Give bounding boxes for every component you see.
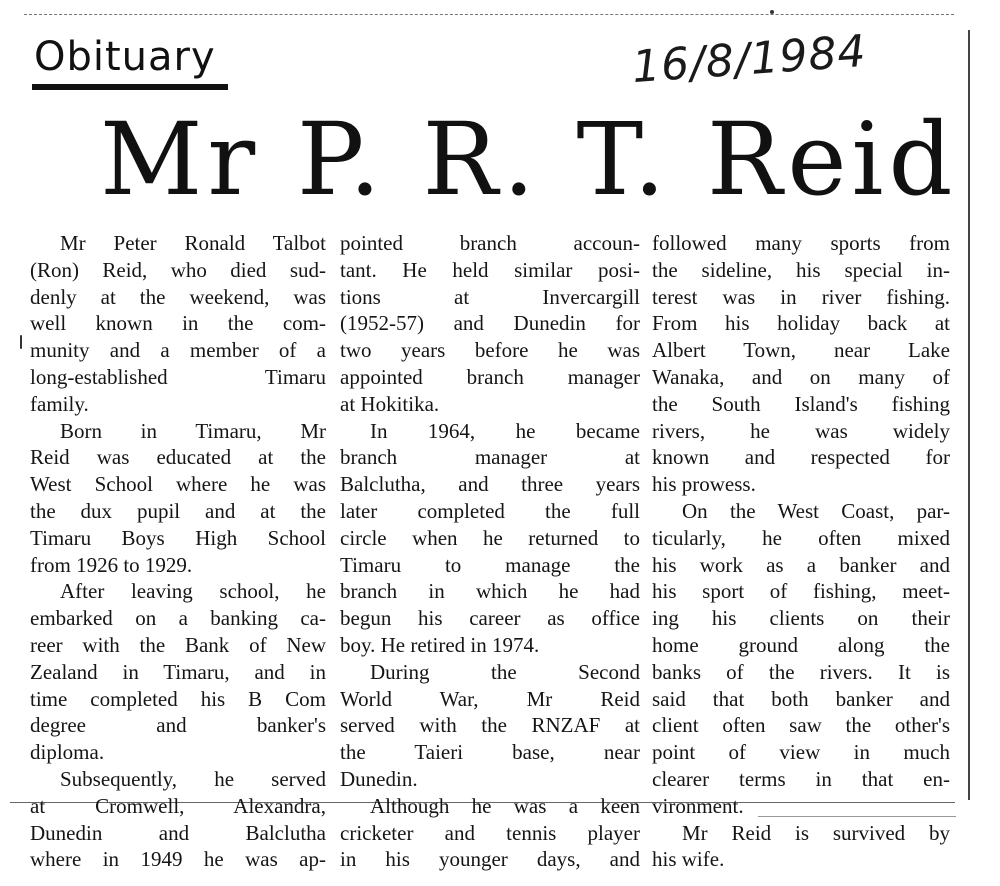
article-line: Mr Peter Ronald Talbot — [60, 231, 326, 255]
article-line: Timaru Boys High School — [30, 525, 326, 550]
article-line: said that both banker and — [652, 686, 950, 711]
article-line: branch manager at — [340, 445, 640, 470]
article-line: appointed branch manager — [340, 364, 640, 389]
clipping-right-edge — [968, 30, 970, 800]
article-column-2 — [340, 230, 640, 873]
article-line: West School where he was — [30, 472, 326, 497]
article-line: long-established Timaru — [30, 364, 326, 389]
article-line: Reid was educated at the — [30, 445, 326, 470]
article-line: at Cromwell, Alexandra, — [30, 793, 326, 818]
article-column-1 — [30, 230, 326, 873]
article-line: branch in which he had — [340, 579, 640, 604]
print-speck — [770, 10, 774, 14]
article-line: later completed the full — [340, 498, 640, 523]
article-line: terest was in river fishing. — [652, 284, 950, 309]
article-line: Mr Reid is survived by — [682, 820, 950, 845]
article-line: Born in Timaru, Mr — [60, 418, 326, 443]
article-line: at Hokitika. — [340, 391, 440, 416]
handwritten-date: 16/8/1984 — [630, 25, 869, 94]
article-line: ticularly, he often mixed — [652, 525, 950, 550]
article-line: pointed branch accoun- — [340, 231, 640, 255]
article-line: reer with the Bank of New — [30, 632, 326, 657]
article-line: In 1964, he became — [370, 418, 640, 443]
article-line: diploma. — [30, 740, 105, 765]
article-line: his wife. — [652, 847, 725, 872]
article-line: On the West Coast, par- — [682, 498, 950, 523]
article-line: two years before he was — [340, 338, 640, 363]
article-line: vironment. — [652, 793, 744, 818]
article-line: his work as a banker and — [652, 552, 950, 577]
article-line: client often saw the other's — [652, 713, 950, 738]
article-line: (Ron) Reid, who died sud- — [30, 257, 326, 282]
article-line: Dunedin. — [340, 766, 418, 791]
article-line: known and respected for — [652, 445, 950, 470]
article-line: Balclutha, and three years — [340, 472, 640, 497]
article-line: his sport of fishing, meet- — [652, 579, 950, 604]
article-line: World War, Mr Reid — [340, 686, 640, 711]
article-line: served with the RNZAF at — [340, 713, 640, 738]
article-line: munity and a member of a — [30, 338, 326, 363]
section-label: Obituary — [34, 34, 216, 80]
headline: Mr P. R. T. Reid — [100, 101, 958, 218]
article-line: from 1926 to 1929. — [30, 552, 193, 577]
article-line: tant. He held similar posi- — [340, 257, 640, 282]
article-line: begun his career as office — [340, 606, 640, 631]
article-line: his prowess. — [652, 472, 756, 497]
article-line: Albert Town, near Lake — [652, 338, 950, 363]
article-line: Wanaka, and on many of — [652, 364, 950, 389]
article-line: tions at Invercargill — [340, 284, 640, 309]
article-line: point of view in much — [652, 740, 950, 765]
article-line: Timaru to manage the — [340, 552, 640, 577]
article-line: where in 1949 he was ap- — [30, 847, 326, 872]
article-line: boy. He retired in 1974. — [340, 632, 540, 657]
article-line: home ground along the — [652, 632, 950, 657]
article-line: After leaving school, he — [60, 579, 326, 604]
article-line: in his younger days, and — [340, 847, 640, 872]
article-line: degree and banker's — [30, 713, 326, 738]
article-line: During the Second — [370, 659, 640, 684]
article-line: followed many sports from — [652, 231, 950, 255]
clipping-top-edge — [24, 14, 954, 15]
article-line: time completed his B Com — [30, 686, 326, 711]
article-line: circle when he returned to — [340, 525, 640, 550]
article-line: family. — [30, 391, 89, 416]
article-line: rivers, he was widely — [652, 418, 950, 443]
article-line: Zealand in Timaru, and in — [30, 659, 326, 684]
article-line: Dunedin and Balclutha — [30, 820, 326, 845]
article-line: the dux pupil and at the — [30, 498, 326, 523]
article-line: cricketer and tennis player — [340, 820, 640, 845]
article-line: the Taieri base, near — [340, 740, 640, 765]
article-line: denly at the weekend, was — [30, 284, 326, 309]
print-speck — [20, 335, 22, 349]
article-line: well known in the com- — [30, 311, 326, 336]
article-line: Subsequently, he served — [60, 766, 326, 791]
article-line: the South Island's fishing — [652, 391, 950, 416]
article-line: From his holiday back at — [652, 311, 950, 336]
section-label-underline — [32, 84, 228, 90]
article-line: banks of the rivers. It is — [652, 659, 950, 684]
article-line: Although he was a keen — [370, 793, 640, 818]
article-line: embarked on a banking ca- — [30, 606, 326, 631]
article-line: clearer terms in that en- — [652, 766, 950, 791]
article-line: ing his clients on their — [652, 606, 950, 631]
article-column-3 — [652, 230, 950, 873]
article-line: (1952-57) and Dunedin for — [340, 311, 640, 336]
article-line: the sideline, his special in- — [652, 257, 950, 282]
